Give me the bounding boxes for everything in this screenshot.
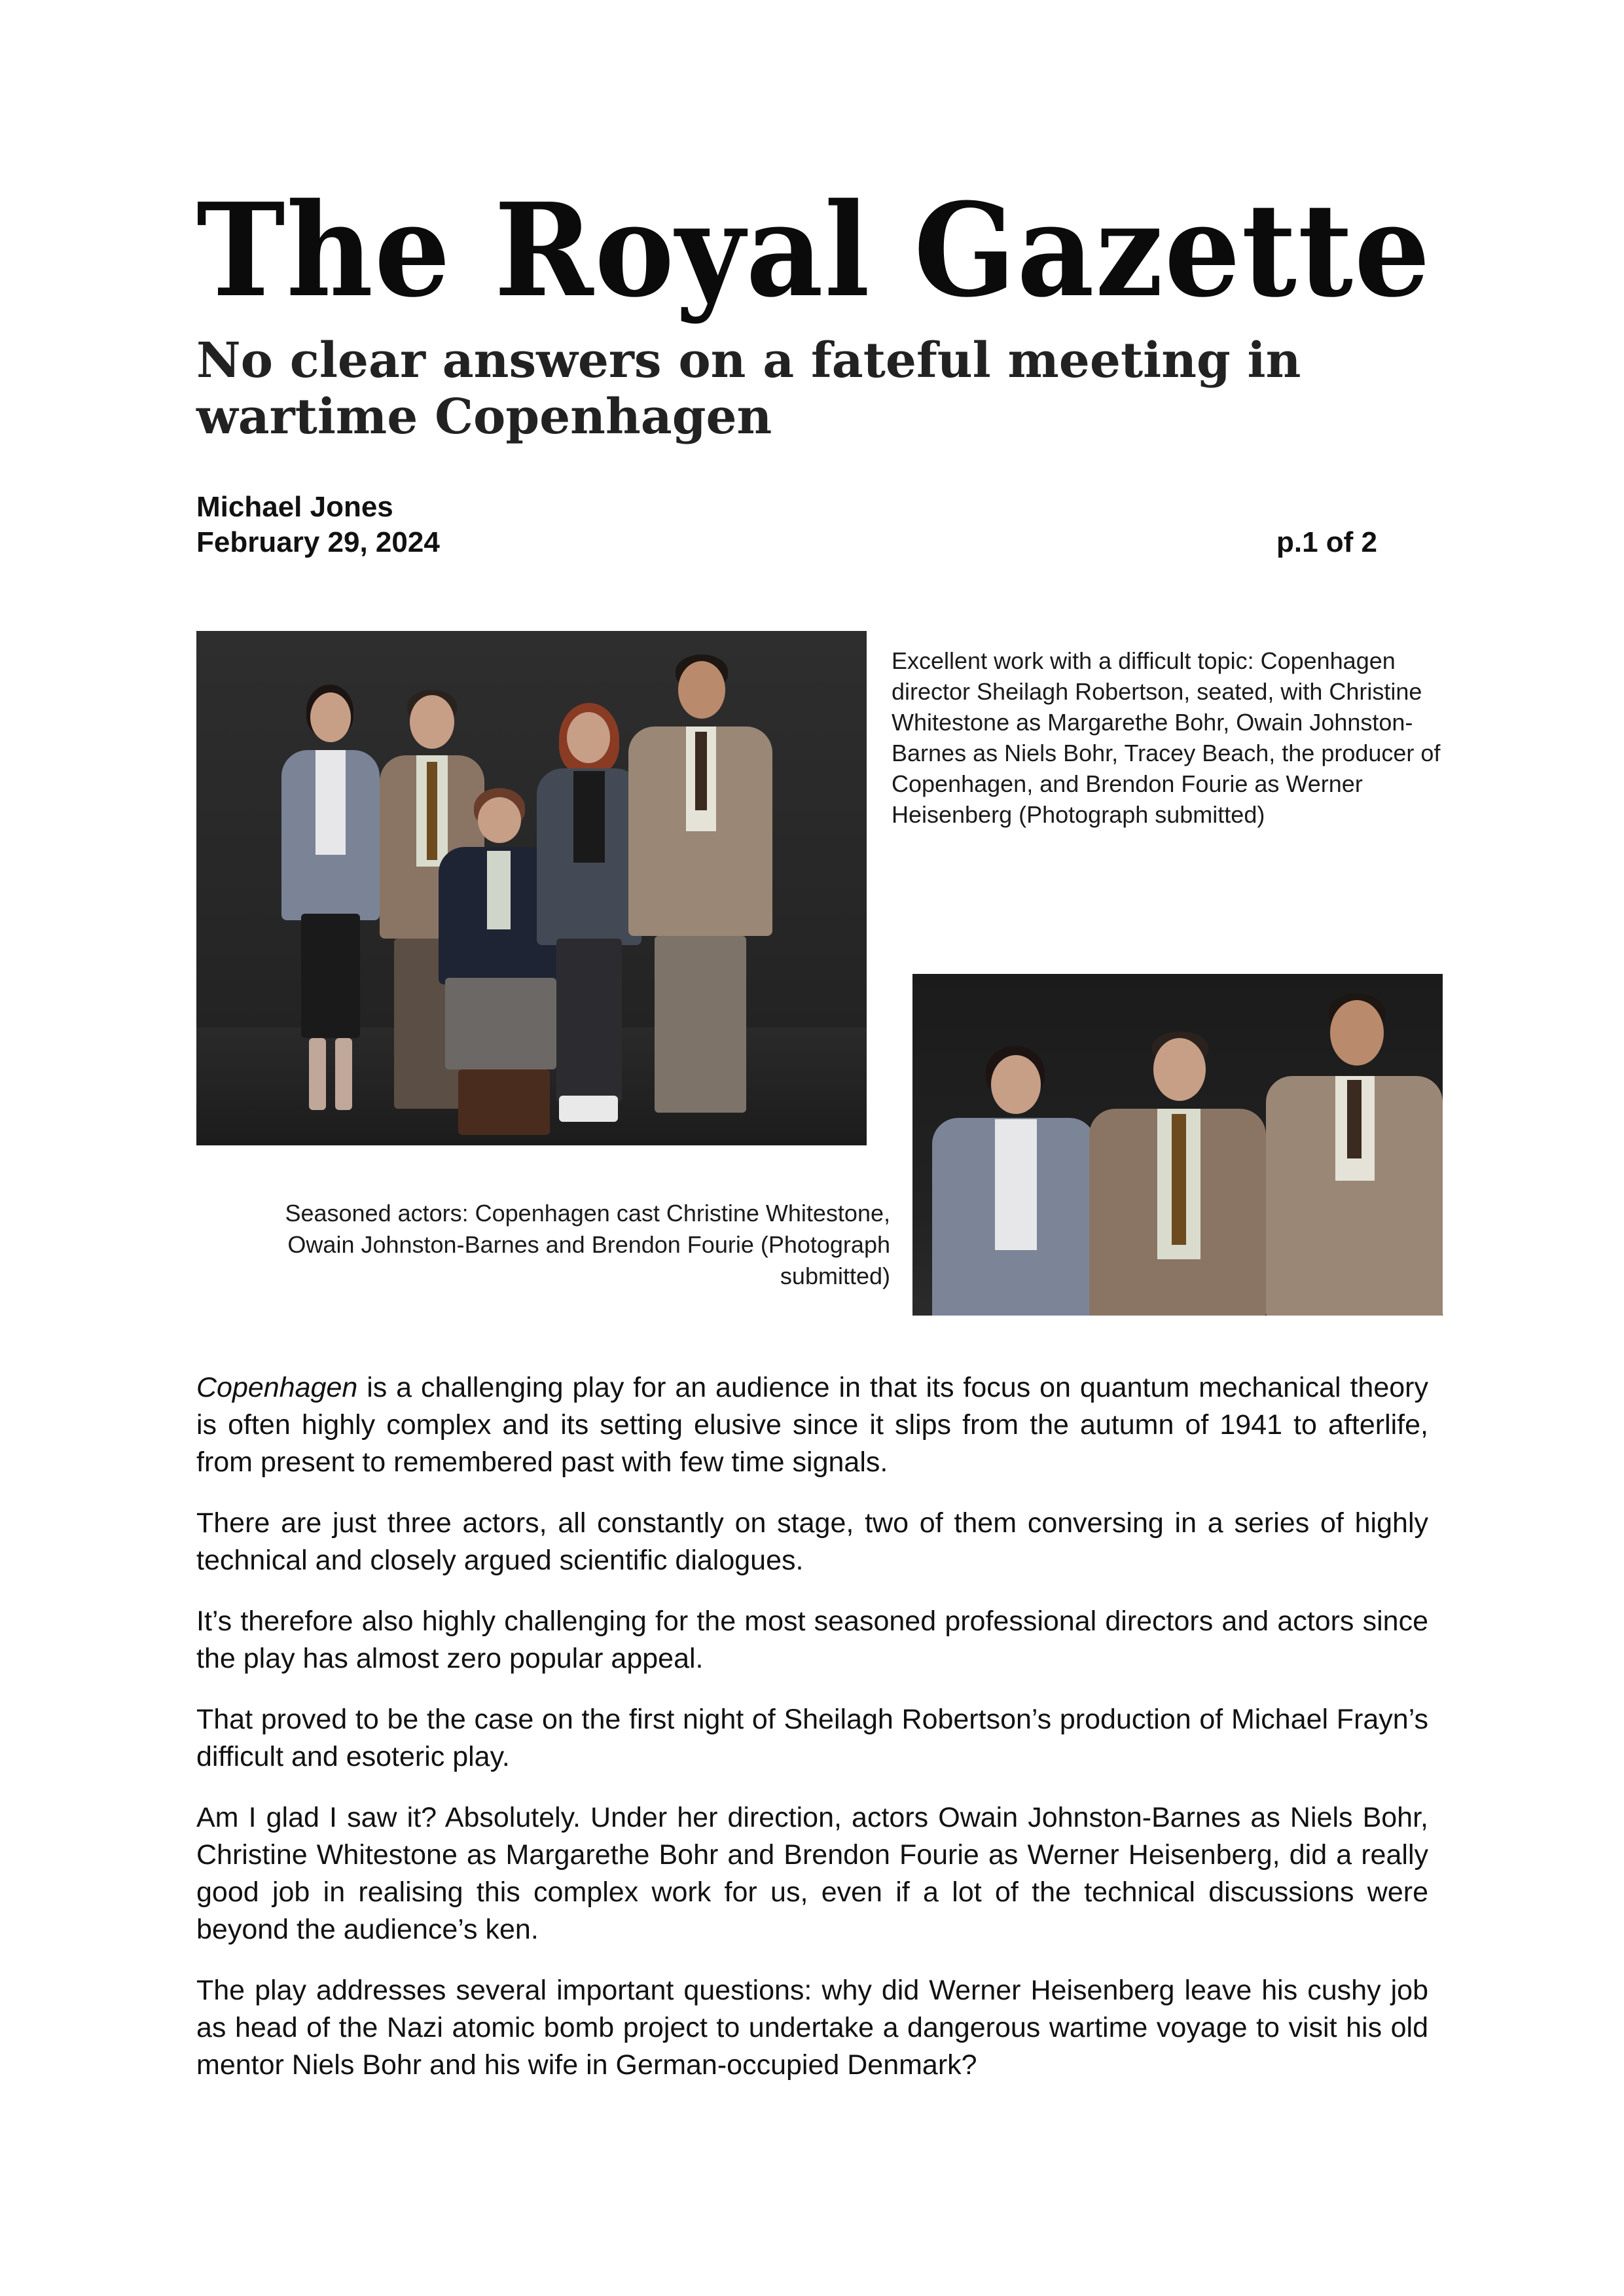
photo-caption-2: Seasoned actors: Copenhagen cast Christine Whitestone, Owain Johnston-Barnes and Brendon Fourie (Photograph submitted) [285,1200,890,1289]
play-title: Copenhagen [196,1372,358,1403]
cast-photo [912,974,1443,1316]
person-figure [1089,1031,1266,1316]
person-figure [1266,994,1443,1316]
paragraph: The play addresses several important questions: why did Werner Heisenberg leave his cushy job as head of the Nazi atomic bomb project to undertake a dangerous wartime voyage to visit his old mentor Niels Bohr and his wife in German-occupied Denmark? [196,1975,1428,2081]
group-photo [196,631,867,1145]
author-byline: Michael Jones [196,491,393,523]
person-figure [932,1046,1096,1316]
article-body [196,1369,1428,2108]
photo-caption-1: Excellent work with a difficult topic: Copenhagen director Sheilagh Robertson, seated, with Christine Whitestone as Margarethe Bohr, Owain Johnston-Barnes as Niels Bohr, Tracey Beach, the producer of Copenhagen, and Brendon Fourie as Werner Heisenberg (Photograph submitted) [892,647,1441,828]
person-figure [281,685,380,1130]
paragraph [196,1369,1428,1481]
paragraph: Am I glad I saw it? Absolutely. Under her direction, actors Owain Johnston-Barnes as Niels Bohr, Christine Whitestone as Margarethe Bohr and Brendon Fourie as Werner Heisenberg, did a really good job in realising this complex work for us, even if a lot of the technical discussions were beyond the audience’s ken. [196,1802,1428,1945]
paragraph: It’s therefore also highly challenging for the most seasoned professional directors and actors since the play has almost zero popular appeal. [196,1605,1428,1674]
paragraph: That proved to be the case on the first night of Sheilagh Robertson’s production of Michael Frayn’s difficult and esoteric play. [196,1704,1428,1772]
page-indicator: p.1 of 2 [1276,526,1378,558]
publication-date: February 29, 2024 [196,526,440,558]
person-figure [628,655,772,1126]
paragraph: There are just three actors, all constantly on stage, two of them conversing in a series of highly technical and closely argued scientific dialogues. [196,1507,1428,1576]
masthead-logo: The Royal Gazette [196,175,1432,326]
article-headline: No clear answers on a fateful meeting in wartime Copenhagen [196,332,1301,445]
paragraph-text: is a challenging play for an audience in that its focus on quantum mechanical theory is often highly complex and its setting elusive since it slips from the autumn of 1941 to afterlife, from present to remembered past with few time signals. [196,1372,1428,1478]
person-figure [537,703,641,1128]
